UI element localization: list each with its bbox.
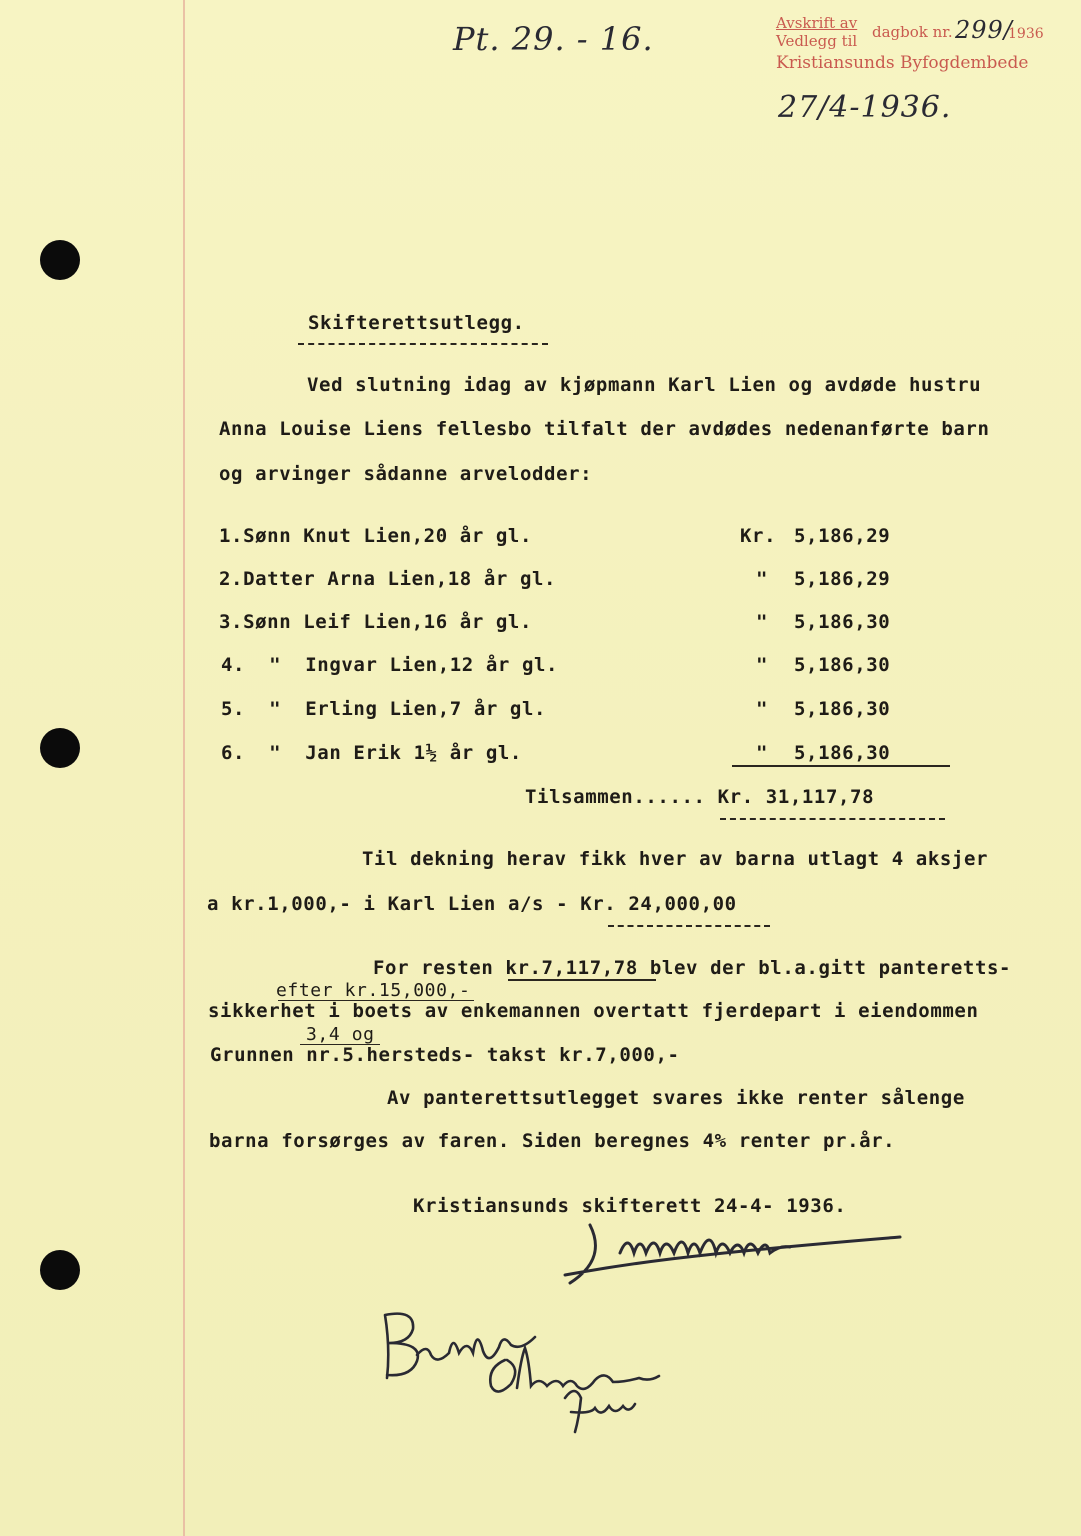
heir-2-label: 2.Datter Arna Lien,18 år gl. bbox=[219, 568, 557, 590]
interest-line-1: Av panterettsutlegget svares ikke renter sålenge bbox=[387, 1087, 965, 1109]
heir-3-label: 3.Sønn Leif Lien,16 år gl. bbox=[219, 611, 533, 633]
heir-5-prefix: " bbox=[756, 698, 769, 720]
stamp-avskrift: Avskrift av bbox=[776, 14, 858, 32]
stamp-office: Kristiansunds Byfogdembede bbox=[776, 53, 1029, 73]
margin-line bbox=[183, 0, 185, 1536]
stamp-dagbok: dagbok nr. bbox=[872, 23, 953, 41]
heir-4-label: 4. " Ingvar Lien,12 år gl. bbox=[221, 654, 559, 676]
rest-line-2: sikkerhet i boets av enkemannen overtatt fjerdepart i eiendommen bbox=[208, 1000, 979, 1022]
title-underline bbox=[298, 343, 548, 345]
intro-line-3: og arvinger sådanne arvelodder: bbox=[219, 463, 593, 485]
coverage-line-2: a kr.1,000,- i Karl Lien a/s - Kr. 24,000,00 bbox=[207, 893, 737, 915]
rest-insert-1: efter kr.15,000,- bbox=[276, 980, 471, 1001]
punch-hole-middle bbox=[40, 728, 80, 768]
heir-1-prefix: Kr. bbox=[740, 525, 777, 547]
interest-line-2: barna forsørges av faren. Siden beregnes 4% renter pr.år. bbox=[209, 1130, 896, 1152]
intro-line-1: Ved slutning idag av kjøpmann Karl Lien og avdøde hustru bbox=[307, 374, 982, 396]
heir-2-prefix: " bbox=[756, 568, 769, 590]
heir-6-amount: 5,186,30 bbox=[794, 742, 891, 764]
rest-amount-underline bbox=[508, 979, 656, 981]
stamp-vedlegg: Vedlegg til bbox=[776, 32, 858, 50]
intro-line-2: Anna Louise Liens fellesbo tilfalt der avdødes nedenanførte barn bbox=[219, 418, 990, 440]
sum-rule bbox=[732, 765, 950, 767]
total-line: Tilsammen...... Kr. 31,117,78 bbox=[525, 786, 875, 808]
rest-insert-2: 3,4 og bbox=[306, 1024, 375, 1045]
handwritten-date: 27/4-1936. bbox=[778, 90, 952, 125]
punch-hole-top bbox=[40, 240, 80, 280]
heir-4-prefix: " bbox=[756, 654, 769, 676]
heir-3-amount: 5,186,30 bbox=[794, 611, 891, 633]
coverage-line-1: Til dekning herav fikk hver av barna utlagt 4 aksjer bbox=[362, 848, 989, 870]
rest-line-1: For resten kr.7,117,78 blev der bl.a.gitt panteretts- bbox=[373, 957, 1012, 979]
attestation-handwriting bbox=[375, 1300, 705, 1450]
stamp-year: 1936 bbox=[1008, 26, 1044, 42]
rest-line-3: Grunnen nr.5.hersteds- takst kr.7,000,- bbox=[210, 1044, 680, 1066]
heir-3-prefix: " bbox=[756, 611, 769, 633]
heir-1-label: 1.Sønn Knut Lien,20 år gl. bbox=[219, 525, 533, 547]
heir-1-amount: 5,186,29 bbox=[794, 525, 891, 547]
heir-5-label: 5. " Erling Lien,7 år gl. bbox=[221, 698, 547, 720]
heir-2-amount: 5,186,29 bbox=[794, 568, 891, 590]
heir-6-label: 6. " Jan Erik 1½ år gl. bbox=[221, 742, 522, 764]
punch-hole-bottom bbox=[40, 1250, 80, 1290]
document-title: Skifterettsutlegg. bbox=[308, 312, 525, 334]
place-date: Kristiansunds skifterett 24-4- 1936. bbox=[413, 1195, 847, 1217]
stamp-number: 299/ bbox=[955, 16, 1013, 44]
heir-4-amount: 5,186,30 bbox=[794, 654, 891, 676]
coverage-underline bbox=[608, 925, 770, 927]
signature-image bbox=[560, 1215, 920, 1295]
heir-6-prefix: " bbox=[756, 742, 769, 764]
total-underline bbox=[720, 818, 945, 820]
heir-5-amount: 5,186,30 bbox=[794, 698, 891, 720]
handwritten-reference: Pt. 29. - 16. bbox=[453, 20, 654, 58]
